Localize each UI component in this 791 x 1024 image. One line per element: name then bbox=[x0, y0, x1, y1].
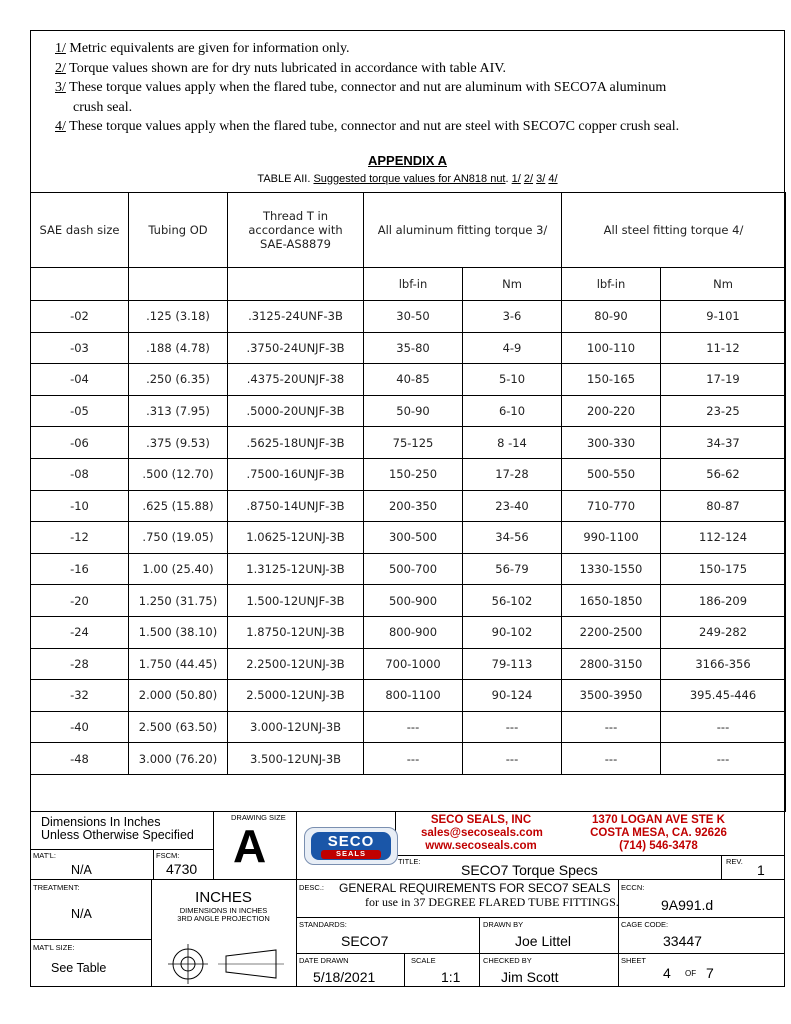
cell-sae-dash-size: -04 bbox=[31, 364, 129, 396]
sheet-of: OF bbox=[685, 969, 697, 978]
cell-steel-nm: --- bbox=[661, 743, 786, 775]
header-thread: Thread T in accordance with SAE-AS8879 bbox=[228, 193, 364, 268]
note-text: These torque values apply when the flared tube, connector and nut are aluminum with SECO7A aluminum bbox=[65, 80, 667, 95]
cell-thread: .7500-16UNJF-3B bbox=[228, 458, 364, 490]
drawn-by-label: DRAWN BY bbox=[483, 920, 524, 929]
cell-steel-lbf-in: 2200-2500 bbox=[562, 616, 661, 648]
cell-aluminum-lbf-in: 800-1100 bbox=[364, 680, 463, 712]
header-row bbox=[31, 193, 786, 268]
note-text: These torque values apply when the flared tube, connector and nut are steel with SECO7C copper crush seal. bbox=[65, 119, 680, 134]
table-row bbox=[31, 553, 786, 585]
cell-aluminum-lbf-in: 300-500 bbox=[364, 522, 463, 554]
company-address: 1370 LOGAN AVE STE K COSTA MESA, CA. 92626 (714) 546-3478 bbox=[590, 814, 727, 852]
fscm-value: 4730 bbox=[166, 861, 198, 877]
cell-tubing-od: 1.750 (44.45) bbox=[129, 648, 228, 680]
cell-aluminum-lbf-in: 30-50 bbox=[364, 301, 463, 333]
cell-steel-lbf-in: 300-330 bbox=[562, 427, 661, 459]
eccn-value: 9A991.d bbox=[661, 897, 714, 913]
cell-steel-nm: 23-25 bbox=[661, 395, 786, 427]
cell-aluminum-nm: 90-124 bbox=[463, 680, 562, 712]
cell-steel-lbf-in: --- bbox=[562, 711, 661, 743]
cell-aluminum-lbf-in: --- bbox=[364, 743, 463, 775]
cell-steel-lbf-in: 710-770 bbox=[562, 490, 661, 522]
cell-steel-lbf-in: 200-220 bbox=[562, 395, 661, 427]
rev-label: REV. bbox=[726, 857, 743, 866]
table-caption: TABLE AII. Suggested torque values for AN818 nut. 1/ 2/ 3/ 4/ bbox=[257, 173, 558, 185]
cell-tubing-od: .500 (12.70) bbox=[129, 458, 228, 490]
fscm-label: FSCM: bbox=[156, 851, 180, 860]
cell-sae-dash-size: -06 bbox=[31, 427, 129, 459]
cell-sae-dash-size: -28 bbox=[31, 648, 129, 680]
cell-thread: 1.3125-12UNJ-3B bbox=[228, 553, 364, 585]
cell-thread: .3750-24UNJF-3B bbox=[228, 332, 364, 364]
note-3 bbox=[55, 78, 775, 117]
cell-steel-lbf-in: 1330-1550 bbox=[562, 553, 661, 585]
checked-by-label: CHECKED BY bbox=[483, 956, 532, 965]
cell-thread: 1.500-12UNJF-3B bbox=[228, 585, 364, 617]
cell-tubing-od: 3.000 (76.20) bbox=[129, 743, 228, 775]
cell-steel-lbf-in: 150-165 bbox=[562, 364, 661, 396]
cell-aluminum-nm: --- bbox=[463, 711, 562, 743]
cell-thread: 1.0625-12UNJ-3B bbox=[228, 522, 364, 554]
cell-steel-nm: 112-124 bbox=[661, 522, 786, 554]
table-row bbox=[31, 364, 786, 396]
table-row bbox=[31, 490, 786, 522]
drawn-by-value: Joe Littel bbox=[515, 933, 572, 949]
table-row bbox=[31, 427, 786, 459]
cell-aluminum-nm: 34-56 bbox=[463, 522, 562, 554]
note-2 bbox=[55, 59, 775, 79]
cage-code-label: CAGE CODE: bbox=[621, 920, 669, 929]
drawing-size: A bbox=[233, 820, 267, 872]
cell-aluminum-nm: 56-79 bbox=[463, 553, 562, 585]
projection-note: DIMENSIONS IN INCHES 3RD ANGLE PROJECTION bbox=[177, 906, 270, 923]
drawing-title: SECO7 Torque Specs bbox=[461, 862, 598, 878]
cell-steel-nm: 80-87 bbox=[661, 490, 786, 522]
cell-steel-lbf-in: 80-90 bbox=[562, 301, 661, 333]
table-row bbox=[31, 616, 786, 648]
cell-sae-dash-size: -12 bbox=[31, 522, 129, 554]
cell-steel-nm: --- bbox=[661, 711, 786, 743]
sheet-number: 4 bbox=[663, 965, 671, 981]
sheet-total: 7 bbox=[706, 965, 714, 981]
cell-thread: 3.500-12UNJ-3B bbox=[228, 743, 364, 775]
cell-sae-dash-size: -16 bbox=[31, 553, 129, 585]
cell-sae-dash-size: -02 bbox=[31, 301, 129, 333]
cage-code-value: 33447 bbox=[663, 933, 702, 949]
matl-value: N/A bbox=[71, 863, 92, 877]
title-label: TITLE: bbox=[398, 857, 421, 866]
cell-steel-nm: 249-282 bbox=[661, 616, 786, 648]
cell-tubing-od: .313 (7.95) bbox=[129, 395, 228, 427]
cell-aluminum-lbf-in: 500-900 bbox=[364, 585, 463, 617]
note-number: 1/ bbox=[55, 41, 66, 56]
cell-tubing-od: .125 (3.18) bbox=[129, 301, 228, 333]
matl-size-label: MAT'L SIZE: bbox=[33, 943, 75, 952]
cell-tubing-od: 2.500 (63.50) bbox=[129, 711, 228, 743]
header-aluminum-torque: All aluminum fitting torque 3/ bbox=[364, 193, 562, 268]
note-text: Metric equivalents are given for information only. bbox=[65, 41, 350, 56]
cell-steel-lbf-in: 100-110 bbox=[562, 332, 661, 364]
cell-aluminum-nm: 17-28 bbox=[463, 458, 562, 490]
cell-aluminum-lbf-in: 75-125 bbox=[364, 427, 463, 459]
desc-line2: for use in 37 DEGREE FLARED TUBE FITTINGS. bbox=[365, 895, 619, 909]
treatment-value: N/A bbox=[71, 907, 92, 921]
scale-value: 1:1 bbox=[441, 969, 461, 985]
cell-tubing-od: 1.500 (38.10) bbox=[129, 616, 228, 648]
appendix-title: APPENDIX A bbox=[368, 153, 447, 168]
cell-sae-dash-size: -40 bbox=[31, 711, 129, 743]
cell-aluminum-nm: 3-6 bbox=[463, 301, 562, 333]
units-empty bbox=[31, 268, 129, 301]
cell-steel-lbf-in: 990-1100 bbox=[562, 522, 661, 554]
scale-label: SCALE bbox=[411, 956, 436, 965]
cell-thread: 1.8750-12UNJ-3B bbox=[228, 616, 364, 648]
table-row bbox=[31, 301, 786, 333]
cell-aluminum-lbf-in: 800-900 bbox=[364, 616, 463, 648]
cell-steel-lbf-in: 3500-3950 bbox=[562, 680, 661, 712]
cell-steel-nm: 56-62 bbox=[661, 458, 786, 490]
cell-thread: .8750-14UNJF-3B bbox=[228, 490, 364, 522]
cell-steel-nm: 9-101 bbox=[661, 301, 786, 333]
third-angle-projection-icon bbox=[156, 926, 296, 986]
cell-aluminum-nm: --- bbox=[463, 743, 562, 775]
units-empty bbox=[228, 268, 364, 301]
cell-sae-dash-size: -20 bbox=[31, 585, 129, 617]
units-empty bbox=[129, 268, 228, 301]
table-row bbox=[31, 458, 786, 490]
drawing-size-label: DRAWING SIZE bbox=[231, 813, 286, 822]
cell-aluminum-lbf-in: 150-250 bbox=[364, 458, 463, 490]
cell-sae-dash-size: -08 bbox=[31, 458, 129, 490]
cell-steel-nm: 395.45-446 bbox=[661, 680, 786, 712]
cell-aluminum-nm: 56-102 bbox=[463, 585, 562, 617]
cell-tubing-od: .375 (9.53) bbox=[129, 427, 228, 459]
caption-ref: 3/ bbox=[536, 173, 546, 185]
cell-steel-lbf-in: 1650-1850 bbox=[562, 585, 661, 617]
cell-sae-dash-size: -24 bbox=[31, 616, 129, 648]
table-row bbox=[31, 585, 786, 617]
header-tubing-od: Tubing OD bbox=[129, 193, 228, 268]
cell-tubing-od: .188 (4.78) bbox=[129, 332, 228, 364]
date-drawn-value: 5/18/2021 bbox=[313, 969, 376, 985]
table-row bbox=[31, 522, 786, 554]
caption-ref: 1/ bbox=[511, 173, 521, 185]
cell-thread: 2.2500-12UNJ-3B bbox=[228, 648, 364, 680]
unit-steel-lbf-in: lbf-in bbox=[562, 268, 661, 301]
cell-aluminum-nm: 90-102 bbox=[463, 616, 562, 648]
cell-thread: .5625-18UNJF-3B bbox=[228, 427, 364, 459]
cell-tubing-od: 1.250 (31.75) bbox=[129, 585, 228, 617]
cell-aluminum-lbf-in: 200-350 bbox=[364, 490, 463, 522]
drawing-sheet bbox=[30, 30, 785, 987]
title-block bbox=[31, 811, 784, 987]
units-inches: INCHES bbox=[195, 889, 252, 906]
table-row bbox=[31, 680, 786, 712]
note-4 bbox=[55, 117, 775, 137]
cell-sae-dash-size: -10 bbox=[31, 490, 129, 522]
cell-aluminum-nm: 6-10 bbox=[463, 395, 562, 427]
unit-aluminum-lbf-in: lbf-in bbox=[364, 268, 463, 301]
cell-steel-nm: 3166-356 bbox=[661, 648, 786, 680]
checked-by-value: Jim Scott bbox=[501, 969, 559, 985]
note-number: 3/ bbox=[55, 80, 66, 95]
cell-steel-nm: 17-19 bbox=[661, 364, 786, 396]
sheet-label: SHEET bbox=[621, 956, 647, 965]
cell-aluminum-lbf-in: 700-1000 bbox=[364, 648, 463, 680]
standards-label: STANDARDS: bbox=[299, 920, 347, 929]
table-row bbox=[31, 332, 786, 364]
cell-aluminum-nm: 4-9 bbox=[463, 332, 562, 364]
caption-prefix: TABLE AII. bbox=[257, 173, 314, 185]
cell-tubing-od: .750 (19.05) bbox=[129, 522, 228, 554]
table-body bbox=[31, 301, 786, 775]
cell-steel-lbf-in: 500-550 bbox=[562, 458, 661, 490]
cell-thread: .4375-20UNJF-38 bbox=[228, 364, 364, 396]
unit-aluminum-nm: Nm bbox=[463, 268, 562, 301]
cell-sae-dash-size: -48 bbox=[31, 743, 129, 775]
cell-thread: .3125-24UNF-3B bbox=[228, 301, 364, 333]
cell-steel-nm: 150-175 bbox=[661, 553, 786, 585]
cell-aluminum-lbf-in: 40-85 bbox=[364, 364, 463, 396]
torque-table bbox=[30, 192, 786, 812]
matl-size-value: See Table bbox=[51, 961, 107, 975]
cell-aluminum-nm: 5-10 bbox=[463, 364, 562, 396]
company-info: SECO SEALS, INC sales@secoseals.com www.secoseals.com bbox=[421, 814, 543, 852]
cell-sae-dash-size: -03 bbox=[31, 332, 129, 364]
note-text: Torque values shown are for dry nuts lubricated in accordance with table AIV. bbox=[65, 60, 507, 76]
treatment-label: TREATMENT: bbox=[33, 883, 80, 892]
cell-tubing-od: 1.00 (25.40) bbox=[129, 553, 228, 585]
units-row bbox=[31, 268, 786, 301]
standards-value: SECO7 bbox=[341, 933, 389, 949]
cell-steel-nm: 34-37 bbox=[661, 427, 786, 459]
cell-thread: .5000-20UNJF-3B bbox=[228, 395, 364, 427]
seco-seals-logo: SECO SEALS bbox=[304, 827, 398, 865]
notes bbox=[55, 39, 775, 137]
header-steel-torque: All steel fitting torque 4/ bbox=[562, 193, 786, 268]
cell-aluminum-nm: 8 -14 bbox=[463, 427, 562, 459]
cell-aluminum-lbf-in: --- bbox=[364, 711, 463, 743]
cell-aluminum-nm: 23-40 bbox=[463, 490, 562, 522]
date-drawn-label: DATE DRAWN bbox=[299, 956, 349, 965]
cell-tubing-od: .625 (15.88) bbox=[129, 490, 228, 522]
cell-sae-dash-size: -05 bbox=[31, 395, 129, 427]
cell-aluminum-nm: 79-113 bbox=[463, 648, 562, 680]
blank-cell bbox=[31, 774, 786, 812]
cell-steel-lbf-in: --- bbox=[562, 743, 661, 775]
caption-ref: 4/ bbox=[548, 173, 558, 185]
cell-thread: 3.000-12UNJ-3B bbox=[228, 711, 364, 743]
table-row bbox=[31, 395, 786, 427]
table-row bbox=[31, 648, 786, 680]
cell-tubing-od: 2.000 (50.80) bbox=[129, 680, 228, 712]
cell-aluminum-lbf-in: 500-700 bbox=[364, 553, 463, 585]
cell-aluminum-lbf-in: 35-80 bbox=[364, 332, 463, 364]
blank-row bbox=[31, 774, 786, 812]
cell-sae-dash-size: -32 bbox=[31, 680, 129, 712]
table-row bbox=[31, 711, 786, 743]
note-number: 2/ bbox=[55, 60, 66, 76]
note-number: 4/ bbox=[55, 119, 66, 134]
dimensions-note: Dimensions In Inches Unless Otherwise Specified bbox=[41, 815, 194, 842]
eccn-label: ECCN: bbox=[621, 883, 645, 892]
note-continuation: crush seal. bbox=[73, 99, 133, 115]
note-1 bbox=[55, 39, 775, 59]
caption-title: Suggested torque values for AN818 nut bbox=[313, 173, 506, 185]
unit-steel-nm: Nm bbox=[661, 268, 786, 301]
cell-steel-nm: 186-209 bbox=[661, 585, 786, 617]
desc-label: DESC.: bbox=[299, 883, 325, 892]
cell-aluminum-lbf-in: 50-90 bbox=[364, 395, 463, 427]
cell-thread: 2.5000-12UNJ-3B bbox=[228, 680, 364, 712]
cell-tubing-od: .250 (6.35) bbox=[129, 364, 228, 396]
desc-line1: GENERAL REQUIREMENTS FOR SECO7 SEALS bbox=[339, 881, 611, 895]
cell-steel-nm: 11-12 bbox=[661, 332, 786, 364]
table-row bbox=[31, 743, 786, 775]
caption-ref: 2/ bbox=[523, 173, 534, 185]
rev-value: 1 bbox=[757, 862, 765, 878]
header-sae-dash-size: SAE dash size bbox=[31, 193, 129, 268]
matl-label: MAT'L: bbox=[33, 851, 56, 860]
cell-steel-lbf-in: 2800-3150 bbox=[562, 648, 661, 680]
